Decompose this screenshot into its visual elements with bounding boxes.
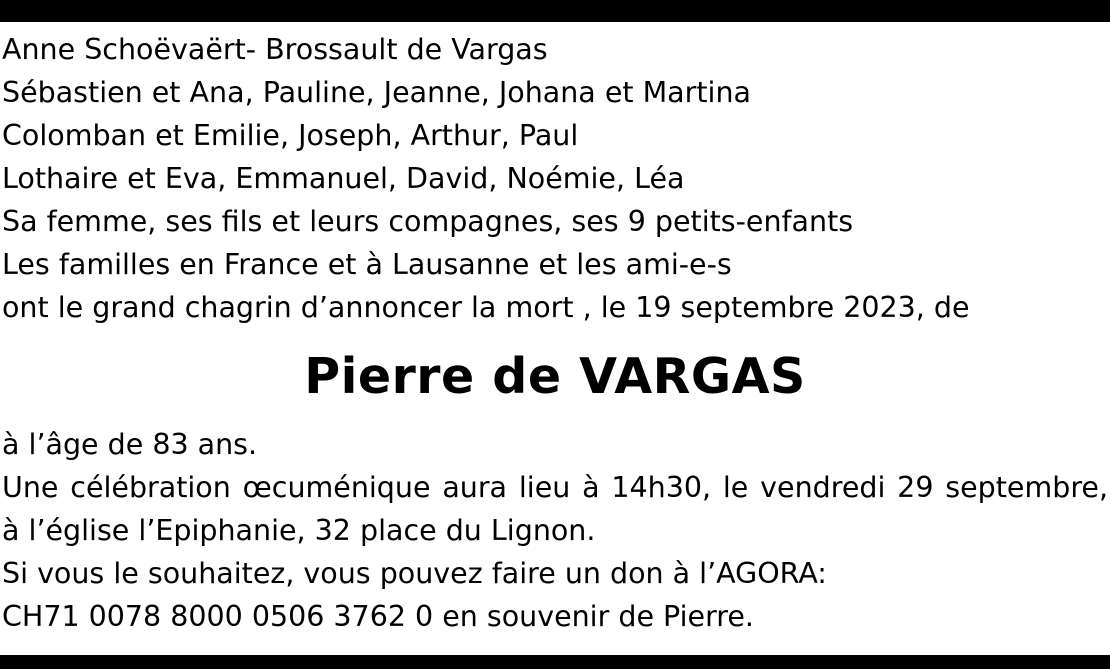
- announcement-line: ont le grand chagrin d’annoncer la mort , le 19 septembre 2023, de: [2, 291, 970, 324]
- ceremony-line: Une célébration œcuménique aura lieu à 14h30, le vendredi 29 septembre,: [2, 471, 1108, 504]
- survivor-line: Sa femme, ses fils et leurs compagnes, ses 9 petits-enfants: [2, 205, 854, 238]
- top-border-rule: [0, 0, 1110, 22]
- bottom-border-rule: [0, 655, 1110, 669]
- closing-block: [2, 423, 1108, 638]
- donation-request-line: Si vous le souhaitez, vous pouvez faire un don à l’AGORA:: [2, 557, 827, 590]
- age-line: à l’âge de 83 ans.: [2, 428, 258, 461]
- survivor-line: Sébastien et Ana, Pauline, Jeanne, Johana et Martina: [2, 76, 751, 109]
- survivor-line: Anne Schoëvaërt- Brossault de Vargas: [2, 33, 548, 66]
- notice-body: [0, 22, 1110, 655]
- survivor-line: Les familles en France et à Lausanne et les ami-e-s: [2, 248, 732, 281]
- ceremony-location-line: à l’église l’Epiphanie, 32 place du Lignon.: [2, 514, 596, 547]
- survivor-line: Lothaire et Eva, Emmanuel, David, Noémie, Léa: [2, 162, 685, 195]
- donation-iban-line: CH71 0078 8000 0506 3762 0 en souvenir de Pierre.: [2, 600, 754, 633]
- deceased-name: Pierre de VARGAS: [304, 348, 806, 405]
- survivor-line: Colomban et Emilie, Joseph, Arthur, Paul: [2, 119, 579, 152]
- survivors-block: [2, 28, 1108, 329]
